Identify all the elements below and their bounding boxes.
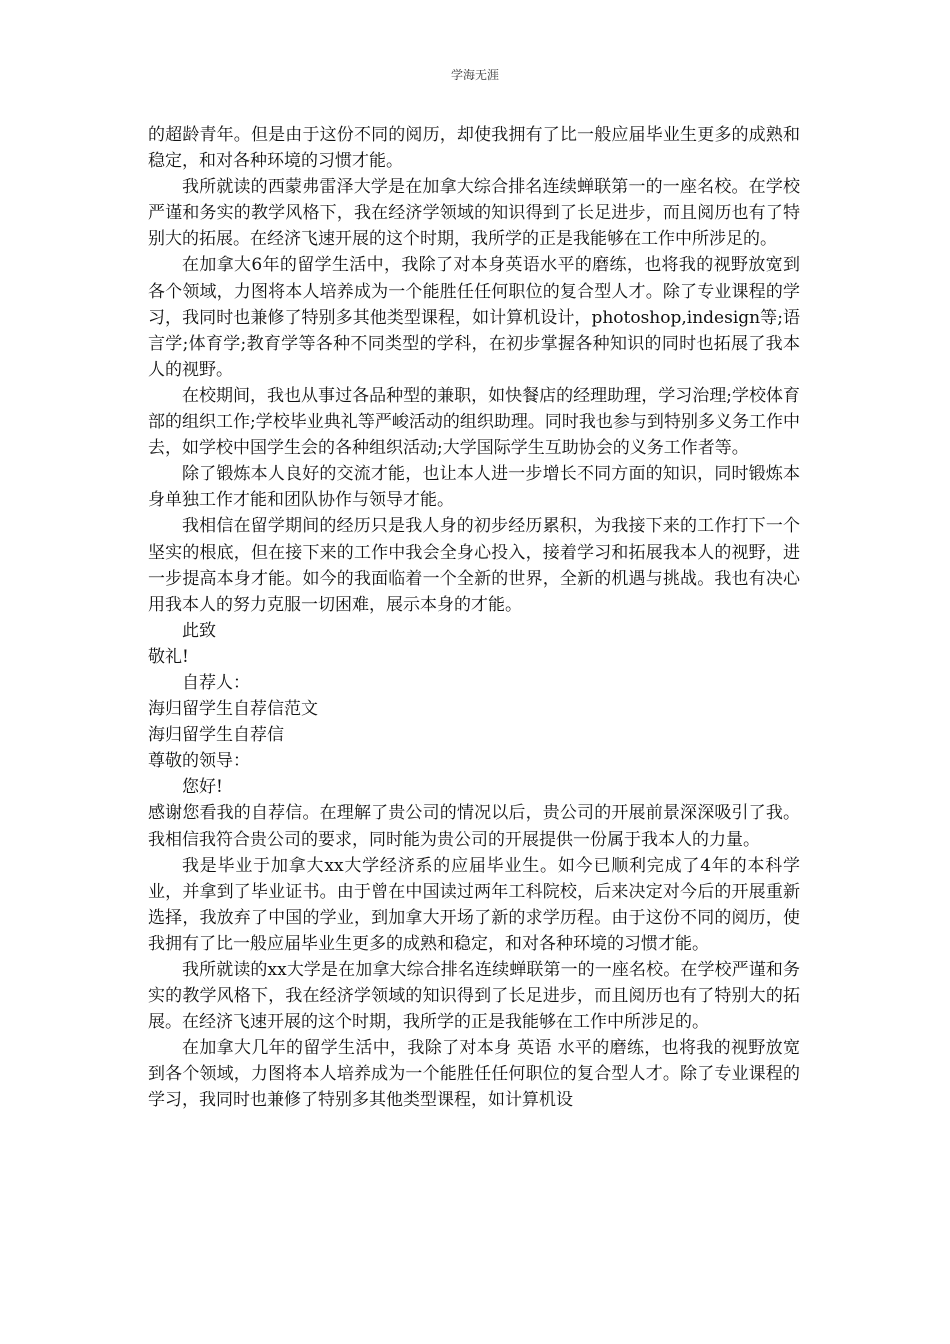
paragraph: 我所就读的xx大学是在加拿大综合排名连续蝉联第一的一座名校。在学校严谨和务实的教学风格下，我在经济学领域的知识得到了长足进步，而且阅历也有了特别大的拓展。在经济飞速开展的这个时期，我所学的正是我能够在工作中所涉足的。: [148, 960, 800, 1033]
paragraph: 在加拿大几年的留学生活中，我除了对本身 英语 水平的磨练，也将我的视野放宽到各个领域，力图将本人培养成为一个能胜任任何职位的复合型人才。除了专业课程的学习，我同时也兼修了特别多其他类型课程，如计算机设: [148, 1038, 800, 1111]
document-body: [148, 122, 800, 1114]
paragraph: 我所就读的西蒙弗雷泽大学是在加拿大综合排名连续蝉联第一的一座名校。在学校严谨和务实的教学风格下，我在经济学领域的知识得到了长足进步，而且阅历也有了特别大的拓展。在经济飞速开展的这个时期，我所学的正是我能够在工作中所涉足的。: [148, 177, 800, 250]
paragraph: 我相信在留学期间的经历只是我人身的初步经历累积，为我接下来的工作打下一个坚实的根底，但在接下来的工作中我会全身心投入，接着学习和拓展我本人的视野，进一步提高本身才能。如今的我面临着一个全新的世界，全新的机遇与挑战。我也有决心用我本人的努力克服一切困难，展示本身的才能。: [148, 516, 800, 615]
paragraph: 在校期间，我也从事过各品种型的兼职，如快餐店的经理助理，学习治理;学校体育部的组织工作;学校毕业典礼等严峻活动的组织助理。同时我也参与到特别多义务工作中去，如学校中国学生会的各种组织活动;大学国际学生互助协会的义务工作者等。: [148, 385, 800, 459]
section-title: 海归留学生自荐信范文: [148, 699, 318, 720]
section-title: 海归留学生自荐信: [148, 725, 284, 746]
paragraph: 我是毕业于加拿大xx大学经济系的应届毕业生。如今已顺利完成了4年的本科学业，并拿到了毕业证书。由于曾在中国读过两年工科院校，后来决定对今后的开展重新选择，我放弃了中国的学业，到加拿大开场了新的求学历程。由于这份不同的阅历，使我拥有了比一般应届毕业生更多的成熟和稳定，和对各种环境的习惯才能。: [148, 855, 800, 954]
paragraph: 的超龄青年。但是由于这份不同的阅历，却使我拥有了比一般应届毕业生更多的成熟和稳定，和对各种环境的习惯才能。: [148, 125, 800, 172]
greeting: 尊敬的领导：: [148, 751, 250, 772]
paragraph: 感谢您看我的自荐信。在理解了贵公司的情况以后，贵公司的开展前景深深吸引了我。我相信我符合贵公司的要求，同时能为贵公司的开展提供一份属于我本人的力量。: [148, 803, 800, 850]
greeting: 您好!: [182, 777, 223, 798]
closing-line: 此致: [182, 620, 216, 641]
paragraph: 在加拿大6年的留学生活中，我除了对本身英语水平的磨练，也将我的视野放宽到各个领域，力图将本人培养成为一个能胜任任何职位的复合型人才。除了专业课程的学习，我同时也兼修了特别多其他类型课程，如计算机设计，photoshop,indesign等;语言学;体育学;教育学等各种不同类型的学科，在初步掌握各种知识的同时也拓展了我本人的视野。: [148, 255, 800, 380]
paragraph: 除了锻炼本人良好的交流才能，也让本人进一步增长不同方面的知识，同时锻炼本身单独工作才能和团队协作与领导才能。: [148, 464, 800, 511]
salute-line: 敬礼!: [148, 646, 189, 667]
page-header: 学海无涯: [450, 68, 499, 82]
signature-line: 自荐人：: [182, 672, 250, 693]
